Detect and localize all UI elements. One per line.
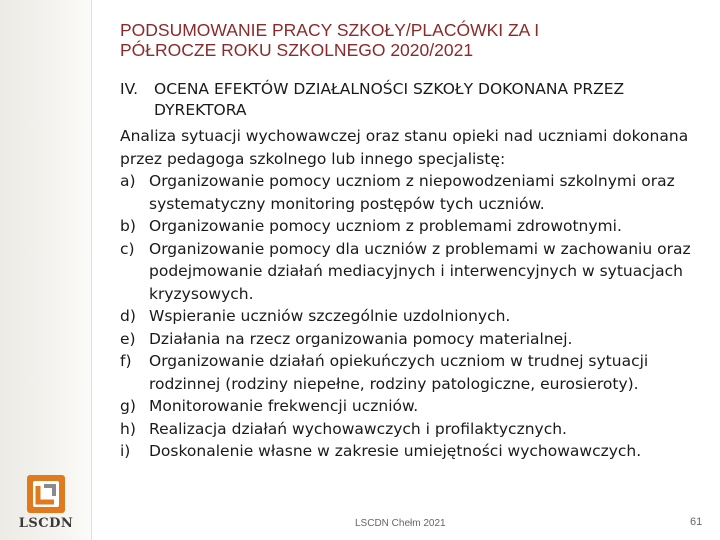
list-item-label: a) xyxy=(120,172,136,190)
list-item-text: Organizowanie pomocy uczniom z problemami zdrowotnymi. xyxy=(149,217,622,235)
list-item xyxy=(120,170,715,215)
list-item-text: Organizowanie pomocy uczniom z niepowodzeniami szkolnymi oraz systematyczny monitoring postępów tych uczniów. xyxy=(149,172,675,213)
list-item-label: c) xyxy=(120,239,135,258)
list-item-label: g) xyxy=(120,397,136,415)
list-item xyxy=(120,238,715,306)
left-decorative-sidebar xyxy=(0,0,92,540)
section-heading xyxy=(120,79,715,121)
list-item-text: Monitorowanie frekwencji uczniów. xyxy=(149,397,419,415)
list-item-label: i) xyxy=(120,442,131,460)
list-item-text: Doskonalenie własne w zakresie umiejętności wychowawczych. xyxy=(149,442,642,460)
list-item xyxy=(120,418,715,441)
list-item xyxy=(120,350,715,395)
page-number: 61 xyxy=(690,516,703,528)
lscdn-logo-icon xyxy=(26,474,66,514)
section-heading-text: OCENA EFEKTÓW DZIAŁALNOŚCI SZKOŁY DOKONANA PRZEZ DYREKTORA xyxy=(154,80,625,119)
sidebar-divider xyxy=(91,0,92,540)
logo-text: LSCDN xyxy=(18,516,74,531)
list-item xyxy=(120,395,715,418)
title-line-1: PODSUMOWANIE PRACY SZKOŁY/PLACÓWKI ZA I xyxy=(120,20,540,40)
list-item xyxy=(120,440,715,463)
list-item-label: e) xyxy=(120,329,136,348)
list-item xyxy=(120,328,715,351)
intro-paragraph: Analiza sytuacji wychowawczej oraz stanu opieki nad uczniami dokonana przez pedagoga szkolnego lub innego specjalistę: xyxy=(120,127,689,168)
title-line-2: PÓŁROCZE ROKU SZKOLNEGO 2020/2021 xyxy=(120,40,474,60)
page-title xyxy=(120,20,700,60)
slide-content xyxy=(120,79,715,463)
list-item-text: Działania na rzecz organizowania pomocy materialnej. xyxy=(149,329,573,348)
list-item-text: Realizacja działań wychowawczych i profilaktycznych. xyxy=(149,419,567,438)
list-item-label: b) xyxy=(120,217,136,235)
list-item-label: d) xyxy=(120,307,136,325)
section-number: IV. xyxy=(120,80,139,98)
list-item-label: f) xyxy=(120,352,132,370)
list-item-text: Organizowanie działań opiekuńczych uczniom w trudnej sytuacji rodzinnej (rodziny niepełne, rodziny patologiczne, eurosieroty). xyxy=(149,352,649,393)
list-item xyxy=(120,305,715,328)
list-item-text: Organizowanie pomocy dla uczniów z problemami w zachowaniu oraz podejmowanie działań mediacyjnych i interwencyjnych w sytuacjach kryzysowych. xyxy=(149,239,691,303)
list-item xyxy=(120,215,715,238)
list-item-label: h) xyxy=(120,419,136,438)
list-item-text: Wspieranie uczniów szczególnie uzdolnionych. xyxy=(149,307,511,325)
footer-text: LSCDN Chełm 2021 xyxy=(355,518,446,529)
